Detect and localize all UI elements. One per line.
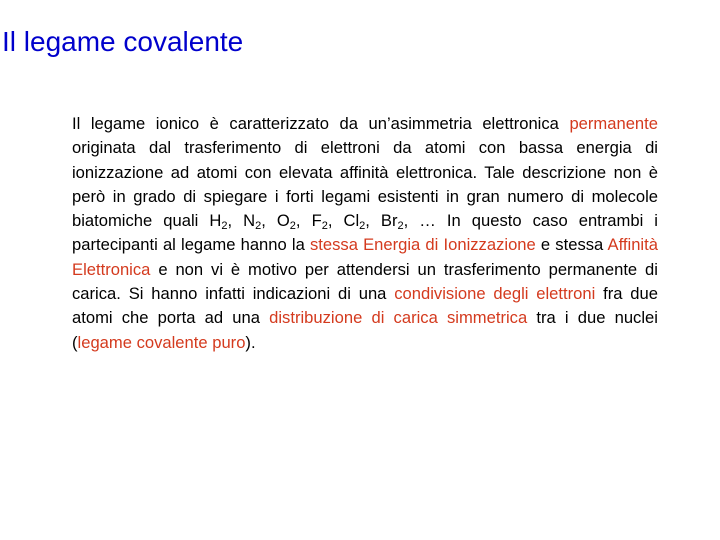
- text-segment: , Br: [365, 211, 398, 231]
- highlight-affinita-elettronica: Affinità Elettronica: [72, 235, 658, 279]
- text-segment: , Cl: [327, 211, 360, 231]
- subscript: 2: [397, 220, 404, 233]
- text-segment: , O: [261, 211, 290, 231]
- subscript: 2: [221, 220, 228, 233]
- text-segment: originata dal trasferimento di elettroni da atomi con bassa energia di ionizzazione ad atomi con elevata affinità elettronica. Tale descrizione non è però in grado di spiegare i forti legami esistenti in gran numero di molecole biatomiche quali H: [72, 138, 658, 231]
- text-segment: e stessa: [540, 235, 604, 255]
- text-segment: , F: [295, 211, 322, 231]
- text-segment: , … In questo caso entrambi i partecipanti al legame hanno la: [72, 211, 658, 255]
- highlight-permanente: permanente: [569, 114, 658, 133]
- text-segment: ).: [245, 332, 256, 352]
- text-segment: tra i due nuclei (: [72, 308, 658, 352]
- text-segment: , N: [227, 211, 256, 231]
- text-segment: e non vi è motivo per attendersi un trasferimento permanente di carica. Si hanno infatti indicazioni di una: [72, 259, 658, 304]
- subscript: 2: [289, 220, 296, 233]
- text-segment: fra due atomi che porta ad una: [72, 284, 658, 328]
- body-paragraph: [72, 112, 658, 355]
- highlight-legame-covalente: legame covalente puro: [77, 332, 246, 352]
- text-segment: Il legame ionico è caratterizzato da un’asimmetria elettronica: [72, 114, 559, 133]
- highlight-condivisione: condivisione degli elettroni: [394, 284, 596, 304]
- highlight-energia-ionizzazione: stessa Energia di Ionizzazione: [309, 235, 536, 255]
- subscript: 2: [255, 220, 262, 233]
- highlight-distribuzione: distribuzione di carica simmetrica: [269, 308, 528, 328]
- subscript: 2: [359, 220, 366, 233]
- page-title: Il legame covalente: [2, 26, 244, 57]
- subscript: 2: [321, 220, 328, 233]
